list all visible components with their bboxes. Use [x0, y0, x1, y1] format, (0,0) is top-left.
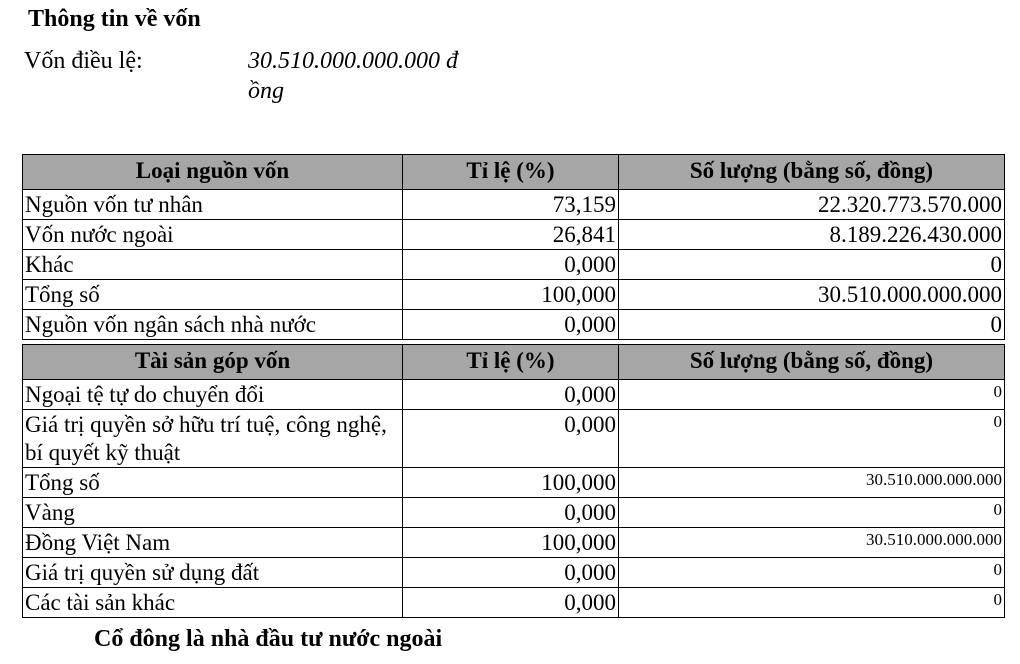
capital-sources-table [22, 154, 1005, 340]
asset-amount: 0 [619, 380, 1005, 410]
source-name: Nguồn vốn tư nhân [23, 190, 403, 220]
header-asset-type: Tài sản góp vốn [23, 345, 403, 380]
asset-amount: 0 [619, 558, 1005, 588]
asset-name: Đồng Việt Nam [23, 528, 403, 558]
asset-ratio: 0,000 [403, 498, 619, 528]
asset-amount: 0 [619, 498, 1005, 528]
source-amount: 8.189.226.430.000 [619, 220, 1005, 250]
source-amount: 0 [619, 250, 1005, 280]
source-ratio: 100,000 [403, 280, 619, 310]
table-row [23, 220, 1005, 250]
table-row [23, 310, 1005, 340]
asset-name: Giá trị quyền sở hữu trí tuệ, công nghệ, bí quyết kỹ thuật [23, 410, 403, 468]
source-ratio: 26,841 [403, 220, 619, 250]
asset-amount: 0 [619, 588, 1005, 618]
asset-ratio: 100,000 [403, 468, 619, 498]
asset-name: Tổng số [23, 468, 403, 498]
header-source-type: Loại nguồn vốn [23, 155, 403, 190]
section-title-capital: Thông tin về vốn [28, 6, 201, 32]
header-amount: Số lượng (bằng số, đồng) [619, 155, 1005, 190]
source-name: Nguồn vốn ngân sách nhà nước [23, 310, 403, 340]
asset-ratio: 0,000 [403, 410, 619, 468]
asset-name: Vàng [23, 498, 403, 528]
table-header-row [23, 155, 1005, 190]
table-row [23, 558, 1005, 588]
table-row [23, 498, 1005, 528]
charter-capital-label: Vốn điều lệ: [24, 48, 143, 74]
source-ratio: 73,159 [403, 190, 619, 220]
asset-name: Ngoại tệ tự do chuyển đổi [23, 380, 403, 410]
table-row [23, 468, 1005, 498]
asset-amount: 0 [619, 410, 1005, 468]
source-name: Tổng số [23, 280, 403, 310]
table-row [23, 250, 1005, 280]
source-amount: 30.510.000.000.000 [619, 280, 1005, 310]
asset-ratio: 0,000 [403, 558, 619, 588]
table-row [23, 588, 1005, 618]
table-row [23, 528, 1005, 558]
contributed-assets-table [22, 344, 1005, 618]
source-amount: 0 [619, 310, 1005, 340]
header-amount: Số lượng (bằng số, đồng) [619, 345, 1005, 380]
section-title-foreign-shareholders: Cổ đông là nhà đầu tư nước ngoài [94, 626, 443, 652]
source-ratio: 0,000 [403, 310, 619, 340]
table-row [23, 380, 1005, 410]
asset-name: Giá trị quyền sử dụng đất [23, 558, 403, 588]
table-row [23, 280, 1005, 310]
asset-ratio: 0,000 [403, 588, 619, 618]
table-header-row [23, 345, 1005, 380]
charter-capital-value: 30.510.000.000.000 đồng [248, 48, 458, 104]
asset-ratio: 0,000 [403, 380, 619, 410]
source-name: Khác [23, 250, 403, 280]
header-ratio: Tỉ lệ (%) [403, 345, 619, 380]
source-name: Vốn nước ngoài [23, 220, 403, 250]
asset-ratio: 100,000 [403, 528, 619, 558]
asset-name: Các tài sản khác [23, 588, 403, 618]
source-ratio: 0,000 [403, 250, 619, 280]
asset-amount: 30.510.000.000.000 [619, 528, 1005, 558]
table-row [23, 410, 1005, 468]
asset-amount: 30.510.000.000.000 [619, 468, 1005, 498]
source-amount: 22.320.773.570.000 [619, 190, 1005, 220]
table-row [23, 190, 1005, 220]
header-ratio: Tỉ lệ (%) [403, 155, 619, 190]
